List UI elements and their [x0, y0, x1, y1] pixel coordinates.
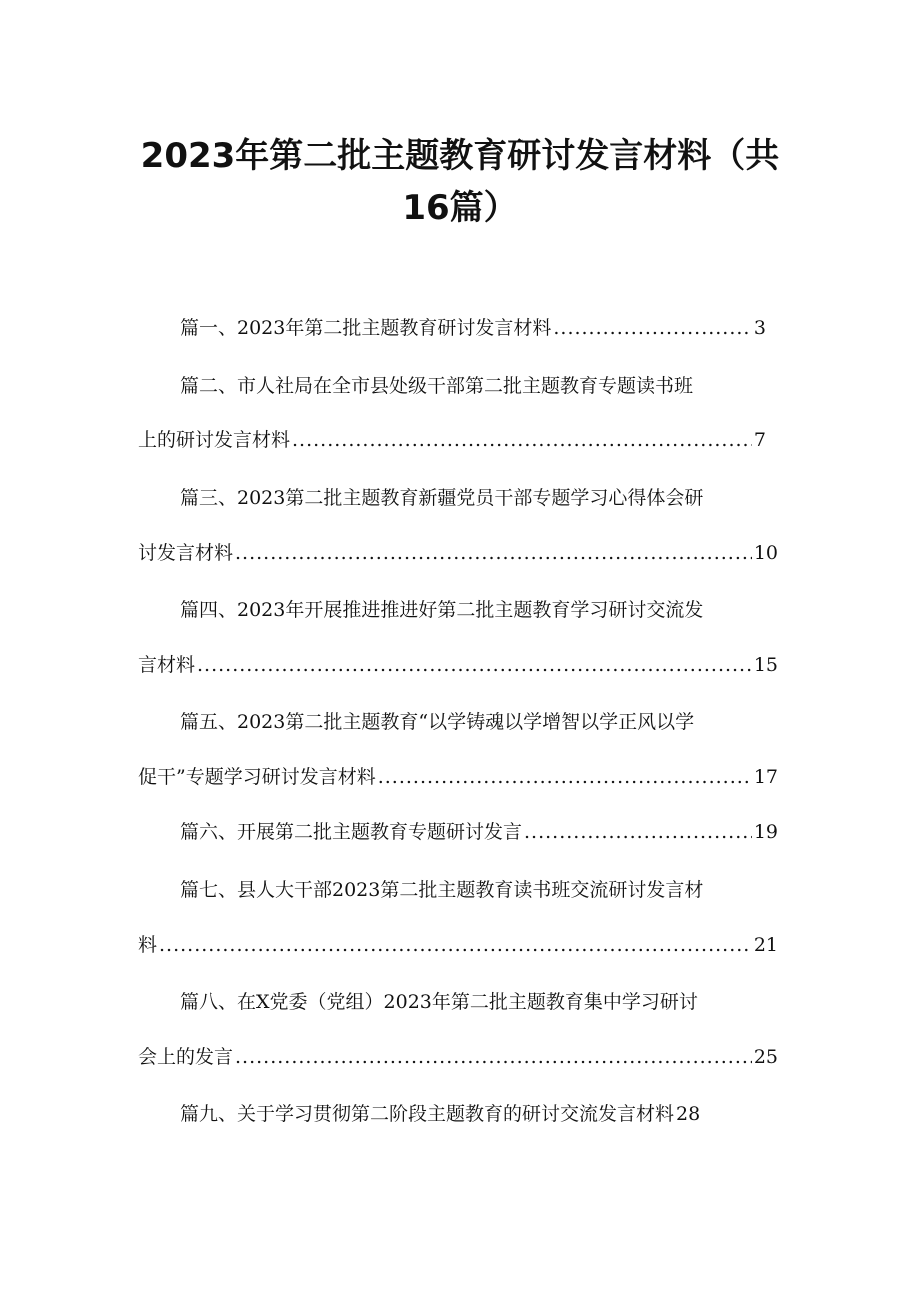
- document-title: [0, 130, 920, 234]
- toc-leader-dots: [235, 539, 752, 567]
- toc-entry-text: 篇九、关于学习贯彻第二阶段主题教育的研讨交流发言材料: [180, 1103, 675, 1125]
- toc-leader-dots: [159, 931, 752, 959]
- toc-page-number: 17: [753, 766, 778, 788]
- document-title-line-1: 2023年第二批主题教育研讨发言材料（共: [140, 136, 780, 176]
- toc-leader-dots: [378, 763, 752, 791]
- toc-page-number: 19: [753, 821, 778, 843]
- toc-entry-7-continuation[interactable]: [138, 931, 778, 959]
- toc-entry-7[interactable]: [180, 876, 766, 904]
- toc-page-number: 15: [753, 654, 778, 676]
- toc-page-number: 25: [753, 1046, 778, 1068]
- toc-page-number: 3: [753, 317, 766, 339]
- toc-entry-text: 篇八、在X党委（党组）2023年第二批主题教育集中学习研讨: [180, 991, 698, 1013]
- toc-entry-text: 会上的发言: [138, 1046, 234, 1068]
- toc-entry-text: 上的研讨发言材料: [138, 429, 291, 451]
- toc-entry-text: 篇四、2023年开展推进推进好第二批主题教育学习研讨交流发: [180, 599, 704, 621]
- toc-entry-4-continuation[interactable]: [138, 651, 778, 679]
- toc-entry-4[interactable]: [180, 596, 766, 624]
- toc-entry-8[interactable]: [180, 988, 766, 1016]
- toc-entry-text: 篇三、2023第二批主题教育新疆党员干部专题学习心得体会研: [180, 487, 704, 509]
- toc-leader-dots: [197, 651, 752, 679]
- toc-entry-8-continuation[interactable]: [138, 1043, 778, 1071]
- toc-entry-text: 篇六、开展第二批主题教育专题研讨发言: [180, 821, 523, 843]
- toc-page-number: 21: [753, 934, 778, 956]
- toc-leader-dots: [292, 426, 752, 454]
- toc-leader-dots: [524, 818, 752, 846]
- toc-entry-text: 篇五、2023第二批主题教育“以学铸魂以学增智以学正风以学: [180, 711, 695, 733]
- toc-entry-5-continuation[interactable]: [138, 763, 778, 791]
- toc-page-number: 10: [753, 542, 778, 564]
- toc-entry-9[interactable]: [180, 1100, 740, 1128]
- toc-leader-dots: [235, 1043, 752, 1071]
- toc-page-number: 7: [753, 429, 766, 451]
- toc-entry-text: 篇七、县人大干部2023第二批主题教育读书班交流研讨发言材: [180, 879, 704, 901]
- toc-entry-1[interactable]: [180, 314, 766, 342]
- toc-entry-text: 促干”专题学习研讨发言材料: [138, 766, 376, 788]
- toc-entry-2-continuation[interactable]: [138, 426, 766, 454]
- document-title-line-2: 16篇）: [402, 188, 518, 228]
- toc-entry-3-continuation[interactable]: [138, 539, 778, 567]
- toc-entry-text: 料: [138, 934, 158, 956]
- toc-entry-5[interactable]: [180, 708, 766, 736]
- toc-entry-2[interactable]: [180, 372, 766, 400]
- toc-entry-text: 言材料: [138, 654, 196, 676]
- toc-page-number: 28: [676, 1103, 701, 1125]
- toc-entry-3[interactable]: [180, 484, 766, 512]
- toc-entry-text: 讨发言材料: [138, 542, 234, 564]
- toc-leader-dots: [553, 314, 752, 342]
- toc-entry-6[interactable]: [180, 818, 778, 846]
- toc-entry-text: 篇二、市人社局在全市县处级干部第二批主题教育专题读书班: [180, 375, 694, 397]
- toc-entry-text: 篇一、2023年第二批主题教育研讨发言材料: [180, 317, 552, 339]
